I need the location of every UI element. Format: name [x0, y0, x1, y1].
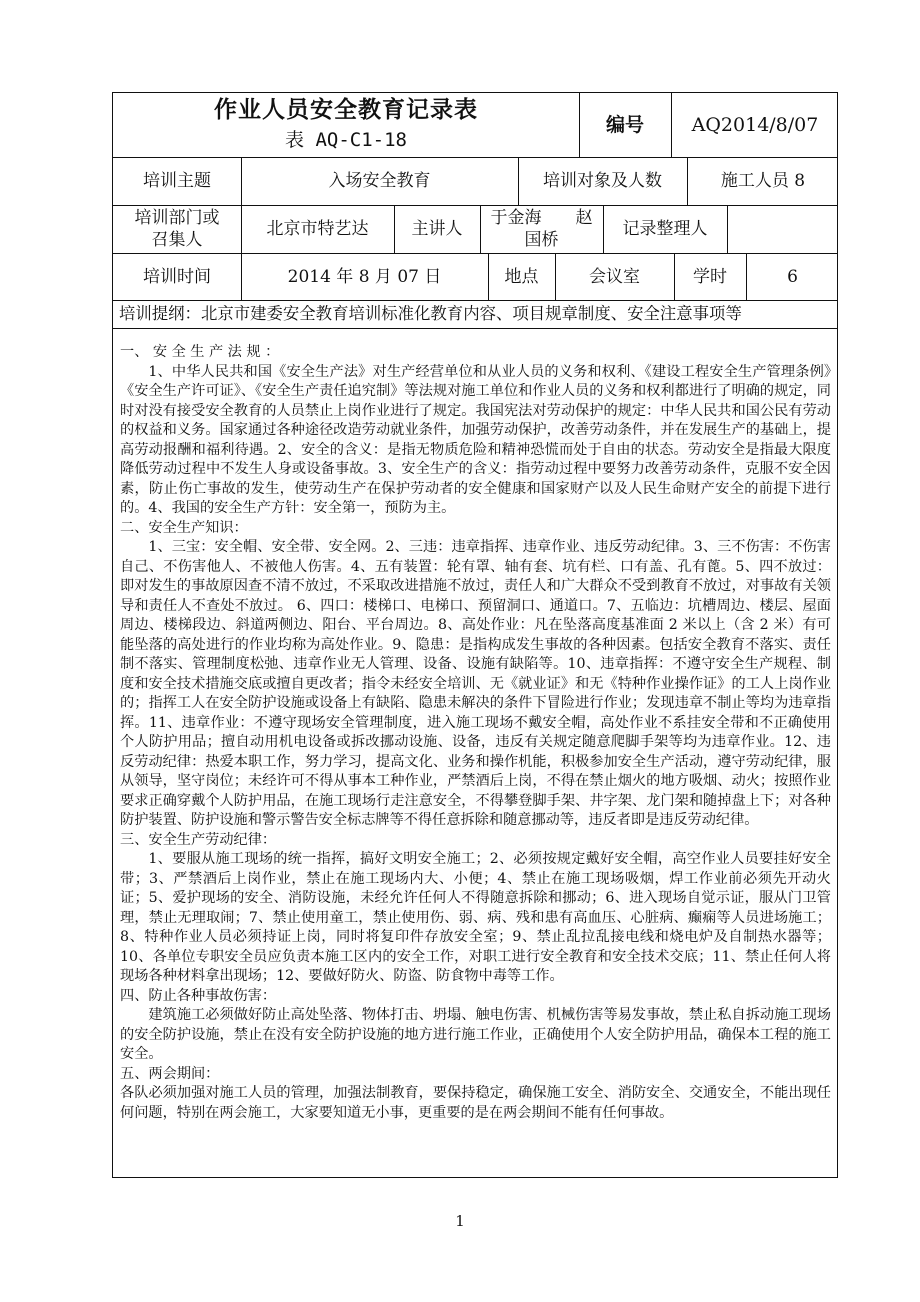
form-title: 作业人员安全教育记录表: [214, 96, 478, 123]
row-divider: [113, 328, 837, 329]
speaker-value: [480, 205, 603, 253]
dept-label-line2: 召集人: [151, 230, 203, 250]
target-label: 培训对象及人数: [543, 171, 662, 191]
recorder-value: [727, 205, 839, 253]
section-4-heading: 四、防止各种事故伤害：: [120, 987, 277, 1004]
dept-label-line1: 培训部门或: [134, 208, 220, 228]
topic-label: 培训主题: [143, 171, 211, 191]
number-value: AQ2014/8/07: [691, 114, 819, 136]
dept-value: 北京市特艺达: [266, 219, 369, 239]
time-value: 2014 年 8 月 07 日: [287, 266, 442, 287]
section-3-body: 1、要服从施工现场的统一指挥，搞好文明安全施工；2、必须按规定戴好安全帽，高空作业人员要挂好安全带；3、严禁酒后上岗作业，禁止在施工现场内大、小便；4、禁止在施工现场吸烟，焊工作业前必须先开动火证；5、爱护现场的安全、消防设施，未经允许任何人不得随意拆除和挪动；6、进入现场自觉示证，服从门卫管理，禁止无理取闹；7、禁止使用童工，禁止使用伤、弱、病、残和患有高血压、心脏病、癫痫等人员进场施工；8、特种作业人员必须持证上岗，同时将复印件存放安全室；9、禁止乱拉乱接电线和烧电炉及自制热水器等；10、各单位专职安全员应负责本施工区内的安全工作，对职工进行安全教育和安全技术交底；11、禁止任何人将现场各种材料拿出现场；12、要做好防火、防盗、防食物中毒等工作。: [120, 851, 831, 984]
section-3-heading: 三、安全生产劳动纪律：: [120, 831, 277, 848]
speaker-label: 主讲人: [411, 219, 463, 239]
training-content: [120, 343, 831, 1123]
section-5-heading: 五、两会期间：: [120, 1065, 220, 1082]
section-1-heading: 一、 安 全 生 产 法 规 ：: [120, 344, 280, 360]
safety-record-form: [112, 92, 838, 1178]
place-label: 地点: [504, 266, 539, 287]
place-value: 会议室: [589, 266, 640, 287]
section-2-body: 1、三宝：安全帽、安全带、安全网。2、三违：违章指挥、违章作业、违反劳动纪律。3、三不伤害：不伤害自己、不伤害他人、不被他人伤害。4、五有装置：轮有罩、轴有套、坑有栏、口有盖、孔有蓖。5、四不放过：即对发生的事故原因查不清不放过，不采取改进措施不放过，责任人和广大群众不受到教育不放过，对事故有关领导和责任人不查处不放过。 6、四口：楼梯口、电梯口、预留洞口、通道口。7、五临边：坑槽周边、楼层、屋面周边、楼梯段边、斜道两侧边、阳台、平台周边。8、高处作业：凡在坠落高度基准面 2 米以上（含 2 米）有可能坠落的高处进行的作业均称为高处作业。9、隐患：是指构成发生事故的各种因素。包括安全教育不落实、责任制不落实、管理制度松弛、违章作业无人管理、设备、设施有缺陷等。10、违章指挥：不遵守安全生产规程、制度和安全技术措施交底或擅自更改者；指令未经安全培训、无《就业证》和无《特种作业操作证》的工人上岗作业的；指挥工人在安全防护设施或设备上有缺陷、隐患未解决的条件下冒险进行作业；发现违章不制止等均为违章指挥。11、违章作业：不遵守现场安全管理制度，进入施工现场不戴安全帽，高处作业不系挂安全带和不正确使用个人防护用品；擅自动用机电设备或拆改挪动设施、设备，违反有关规定随意爬脚手架等均为违章作业。12、违反劳动纪律：热爱本职工作，努力学习，提高文化、业务和操作机能，积极参加安全生产活动，遵守劳动纪律，服从领导，坚守岗位；未经许可不得从事本工种作业，严禁酒后上岗，不得在禁止烟火的地方吸烟、动火；按照作业要求正确穿戴个人防护用品，在施工现场行走注意安全，不得攀登脚手架、井字架、龙门架和随掉盘上下；对各种防护装置、防护设施和警示警告安全标志牌等不得任意拆除和随意挪动等，违反者即是违反劳动纪律。: [120, 539, 831, 828]
hours-value: 6: [787, 266, 798, 287]
training-outline: 培训提纲：北京市建委安全教育培训标准化教育内容、项目规章制度、安全注意事项等: [119, 304, 742, 323]
dept-label: [113, 205, 241, 253]
form-code: 表 AQ-C1-18: [285, 129, 407, 151]
form-title-block: [113, 93, 579, 157]
section-1-body: 1、中华人民共和国《安全生产法》对生产经营单位和从业人员的义务和权利、《建设工程安全生产管理条例》《安全生产许可证》、《安全生产责任追究制》等法规对施工单位和作业人员的义务和权利都进行了明确的规定，同时对没有接受安全教育的人员禁止上岗作业进行了规定。我国宪法对劳动保护的规定：中华人民共和国公民有劳动的权益和义务。国家通过各种途径改造劳动就业条件，加强劳动保护，改善劳动条件，并在发展生产的基础上，提高劳动报酬和福利待遇。2、安全的含义：是指无物质危险和精神恐慌而处于自由的状态。劳动安全是指最大限度降低劳动过程中不发生人身或设备事故。3、安全生产的含义：指劳动过程中要努力改善劳动条件，克服不安全因素，防止伤亡事故的发生，使劳动生产在保护劳动者的安全健康和国家财产以及人民生命财产安全的前提下进行的。4、我国的安全生产方针：安全第一，预防为主。: [120, 363, 831, 516]
time-label: 培训时间: [143, 266, 211, 287]
section-2-heading: 二、安全生产知识：: [120, 519, 248, 536]
topic-value: 入场安全教育: [328, 171, 431, 191]
target-value: 施工人员 8: [720, 171, 806, 191]
section-4-body: 建筑施工必须做好防止高处坠落、物体打击、坍塌、触电伤害、机械伤害等易发事故，禁止私自拆动施工现场的安全防护设施，禁止在没有安全防护设施的地方进行施工作业，正确使用个人安全防护用品，确保本工程的施工安全。: [120, 1007, 831, 1062]
speaker-value-line1: 于金海 赵: [490, 208, 593, 228]
speaker-value-line2: 国桥: [524, 230, 559, 250]
hours-label: 学时: [693, 266, 727, 287]
number-label: 编号: [605, 114, 644, 136]
page-number: 1: [455, 1212, 465, 1230]
section-5-body: 各队必须加强对施工人员的管理，加强法制教育，要保持稳定，确保施工安全、消防安全、交通安全，不能出现任何问题，特别在两会施工，大家要知道无小事，更重要的是在两会期间不能有任何事故。: [120, 1085, 831, 1121]
recorder-label: 记录整理人: [622, 219, 708, 239]
